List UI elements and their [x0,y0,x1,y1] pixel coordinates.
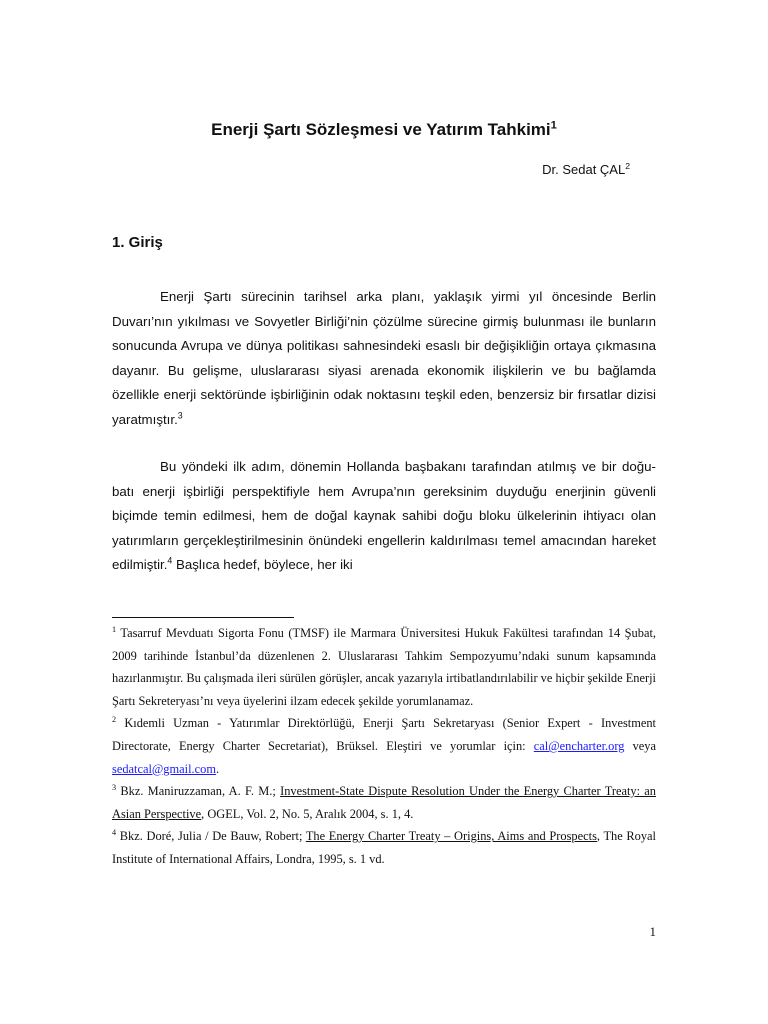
footnote-ref-3[interactable]: 3 [177,410,183,421]
paragraph-2-text: Bu yöndeki ilk adım, dönemin Hollanda başbakanı tarafından atılmış ve bir doğu-batı enerji işbirliği perspektifiyle hem Avrupa’nın gereksinim duyduğu enerjinin güvenli biçimde temin edilmesi, hem de doğal kaynak sahibi doğu bloku ülkelerinin ihtiyacı olan yatırımların gerçekleştirilmesinin önündeki engellerin kaldırılması temel amacından hareket edilmiştir. [112,459,656,573]
footnote-ref-4[interactable]: 4 [167,556,173,567]
body-paragraph-1 [112,285,656,433]
author-line [330,162,630,177]
author-footnote-ref[interactable]: 2 [625,160,630,171]
footnote-3-rest: , OGEL, Vol. 2, No. 5, Aralık 2004, s. 1, 4. [201,806,414,821]
paragraph-2-continuation: Başlıca hedef, böylece, her iki [172,557,353,573]
page-number: 1 [649,924,656,939]
footnote-2-number: 2 [112,715,117,725]
footnote-1-text: Tasarruf Mevduatı Sigorta Fonu (TMSF) ile Marmara Üniversitesi Hukuk Fakültesi tarafından 14 Şubat, 2009 tarihinde İstanbul’da düzenlenen 2. Uluslararası Tahkim Sempozyumu’ndaki sunum kapsamında hazırlanmıştır. Bu çalışmada ileri sürülen görüşler, ancak yazarıyla irtibatlandırılabilir ve hiçbir şekilde Enerji Şartı Sekreteryası’nı veya üyelerini ilzam edecek şekilde yorumlanamaz. [112,626,656,708]
title-text: Enerji Şartı Sözleşmesi ve Yatırım Tahkimi [211,120,551,139]
footnote-separator [112,617,294,618]
email-link-encharter[interactable]: cal@encharter.org [533,738,625,753]
author-name: Dr. Sedat ÇAL [542,162,626,177]
footnote-2-or: veya [624,738,656,753]
footnote-1 [112,622,656,712]
footnote-4 [112,825,656,870]
email-link-gmail[interactable]: sedatcal@gmail.com [112,761,216,776]
document-title [112,120,656,140]
footnote-3-number: 3 [112,783,117,793]
footnote-3 [112,780,656,825]
footnote-2-end: . [215,761,220,776]
footnote-4-work-title: The Energy Charter Treaty – Origins, Aims and Prospects [305,829,597,844]
footnote-2-text: Kıdemli Uzman - Yatırımlar Direktörlüğü, Enerji Şartı Sekretaryası (Senior Expert - Investment Directorate, Energy Charter Secretariat), Brüksel. Eleştiri ve yorumlar için: [112,716,656,753]
footnote-1-number: 1 [112,625,117,635]
footnote-3-text: Bkz. Maniruzzaman, A. F. M.; [116,784,281,799]
footnote-4-text: Bkz. Doré, Julia / De Bauw, Robert; [116,829,306,844]
footnote-3-work-title: Investment-State Dispute Resolution Under the Energy Charter Treaty: an Asian Perspective [112,784,656,821]
footnotes-section [112,622,656,871]
title-footnote-ref[interactable]: 1 [550,119,557,132]
footnote-4-rest: , The Royal Institute of International Affairs, Londra, 1995, s. 1 vd. [112,829,656,866]
section-heading: 1. Giriş [112,234,163,251]
footnote-4-number: 4 [112,828,117,838]
footnote-2 [112,712,656,780]
body-paragraph-2 [112,455,656,578]
paragraph-1-text: Enerji Şartı sürecinin tarihsel arka planı, yaklaşık yirmi yıl öncesinde Berlin Duvarı’nın yıkılması ve Sovyetler Birliği’nin çözülme sürecine girmiş bulunması ile bunların sonucunda Avrupa ve dünya politikası sahnesindeki esaslı bir değişikliğin ortaya çıkmasına dayanır. Bu gelişme, uluslararası siyasi arenada ekonomik ilişkilerin ve bu bağlamda özellikle enerji sektöründe işbirliğinin odak noktasını teşkil eden, benzersiz bir fırsatlar dizisi yaratmıştır. [112,289,656,427]
